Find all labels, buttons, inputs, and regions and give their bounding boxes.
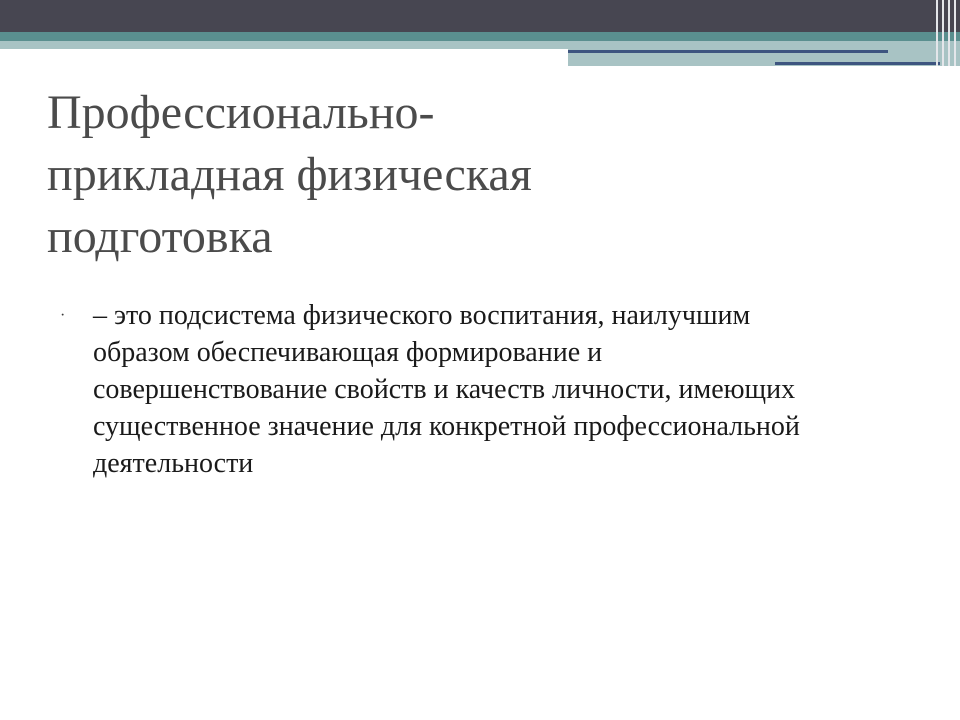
slide-title-line: Профессионально- [47, 86, 435, 139]
slide-title [47, 82, 867, 268]
bullet-text-line: – это подсистема физического воспитания, наилучшим [93, 300, 751, 331]
bullet-text-line: существенное значение для конкретной профессиональной [93, 411, 800, 442]
bullet-text-line: совершенствование свойств и качеств личности, имеющих [93, 374, 796, 405]
header-dark-band [0, 0, 960, 32]
bullet-text [93, 297, 923, 482]
header-edge-bars [933, 0, 960, 66]
slide-title-line: прикладная физическая [47, 148, 532, 201]
header-accent-line-short [775, 62, 940, 65]
bullet-marker: · [60, 307, 66, 324]
header-accent-line [568, 50, 888, 53]
header-pale-strip [0, 41, 960, 49]
bullet-text-line: деятельности [93, 448, 254, 479]
slide-title-line: подготовка [47, 210, 273, 263]
header-teal-strip [0, 32, 960, 41]
bullet-text-line: образом обеспечивающая формирование и [93, 337, 603, 368]
